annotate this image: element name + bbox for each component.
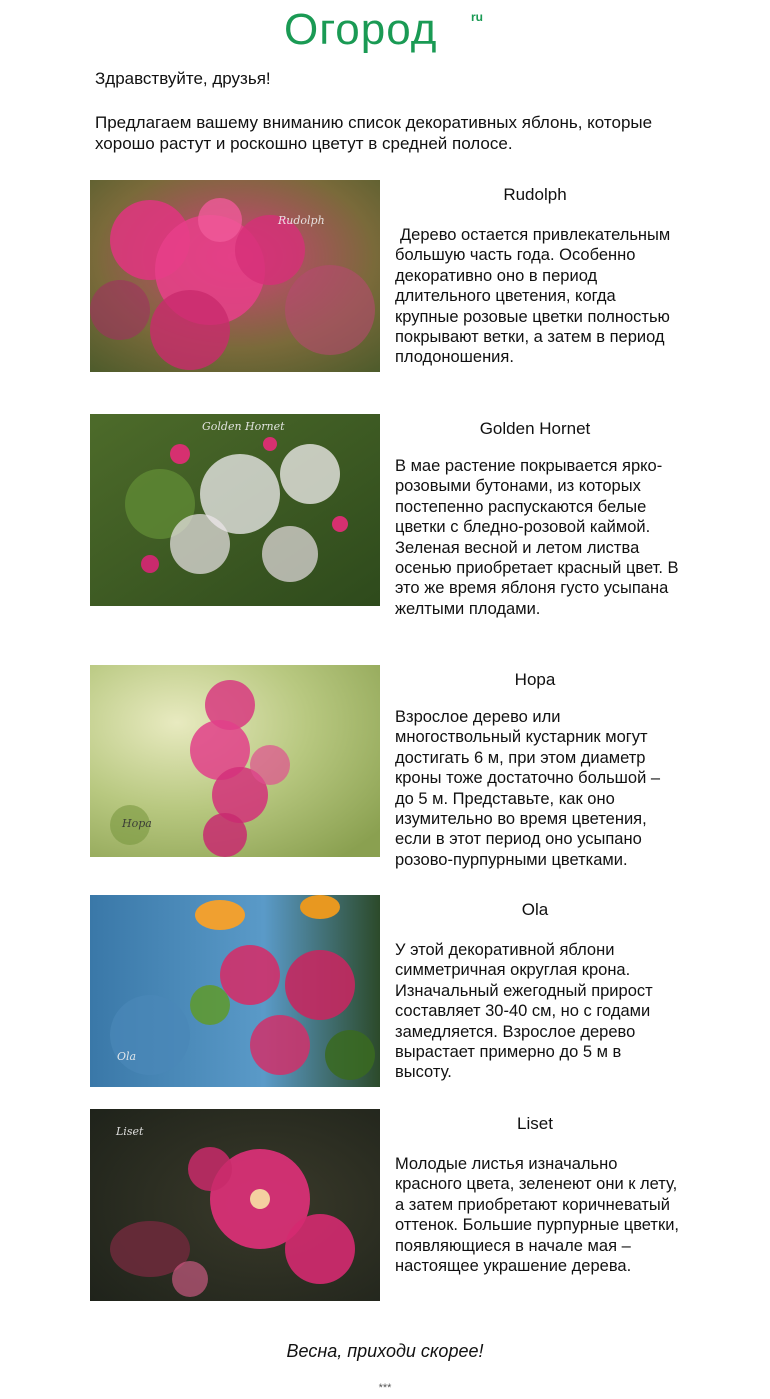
item-description: Дерево остается привлекательным большую часть года. Особенно декоративно оно в период длительного цветения, когда крупные розовые цветки полностью покрывают ветки, а затем в период плодоношения. [395, 226, 671, 367]
item-title: Golden Hornet [479, 419, 591, 438]
item-title: Нора [514, 670, 556, 689]
photo-signature: Нора [122, 817, 152, 830]
item-description: Молодые листья изначально красного цвета, зеленеют они к лету, а затем приобретают коричневатый оттенок. Большие пурпурные цветки, появляющиеся в начале мая – настоящее украшение дерева. [395, 1155, 679, 1276]
apple-item-ola [90, 895, 690, 1095]
photo-rudolph[interactable] [90, 180, 380, 372]
logo-text: Огород [284, 5, 438, 54]
apple-item-liset [90, 1109, 690, 1309]
item-title: Ola [521, 900, 549, 919]
apple-item-rudolph [90, 180, 690, 380]
apple-item-nora [90, 665, 690, 875]
item-description: У этой декоративной яблони симметричная округлая крона. Изначальный ежегодный прирост составляет 30-40 см, но с годами замедляется. Взрослое дерево вырастает примерно до 5 м в высоту. [395, 941, 653, 1082]
photo-liset[interactable] [90, 1109, 380, 1301]
photo-golden-hornet[interactable] [90, 414, 380, 606]
photo-signature: Rudolph [278, 214, 325, 227]
photo-ola[interactable] [90, 895, 380, 1087]
photo-signature: Ola [117, 1050, 137, 1063]
lead-paragraph: Предлагаем вашему вниманию список декоративных яблонь, которые хорошо растут и роскошно цветут в средней полосе. [95, 113, 653, 153]
brand-logo[interactable] [284, 5, 483, 54]
closing-line: Весна, приходи скорее! [286, 1341, 484, 1361]
item-title: Liset [517, 1114, 553, 1133]
photo-nora[interactable] [90, 665, 380, 857]
item-description: В мае растение покрывается ярко-розовыми бутонами, из которых постепенно распускаются белые цветки с бледно-розовой каймой. Зеленая весной и летом листва осенью приобретает красный цвет. В это же время яблоня густо усыпана желтыми плодами. [395, 457, 679, 618]
greeting: Здравствуйте, друзья! [95, 69, 271, 88]
separator-stars: *** [378, 1382, 392, 1394]
photo-signature: Liset [116, 1125, 144, 1138]
item-description: Взрослое дерево или многоствольный кустарник могут достигать 6 м, при этом диаметр кроны тоже достаточно большой – до 5 м. Представьте, как оно изумительно во время цветения, если в этот период оно усыпано розово-пурпурными цветками. [395, 708, 661, 869]
logo-domain: ru [471, 10, 483, 24]
item-title: Rudolph [503, 185, 567, 204]
photo-signature: Golden Hornet [202, 420, 285, 433]
apple-item-golden-hornet [90, 414, 690, 644]
